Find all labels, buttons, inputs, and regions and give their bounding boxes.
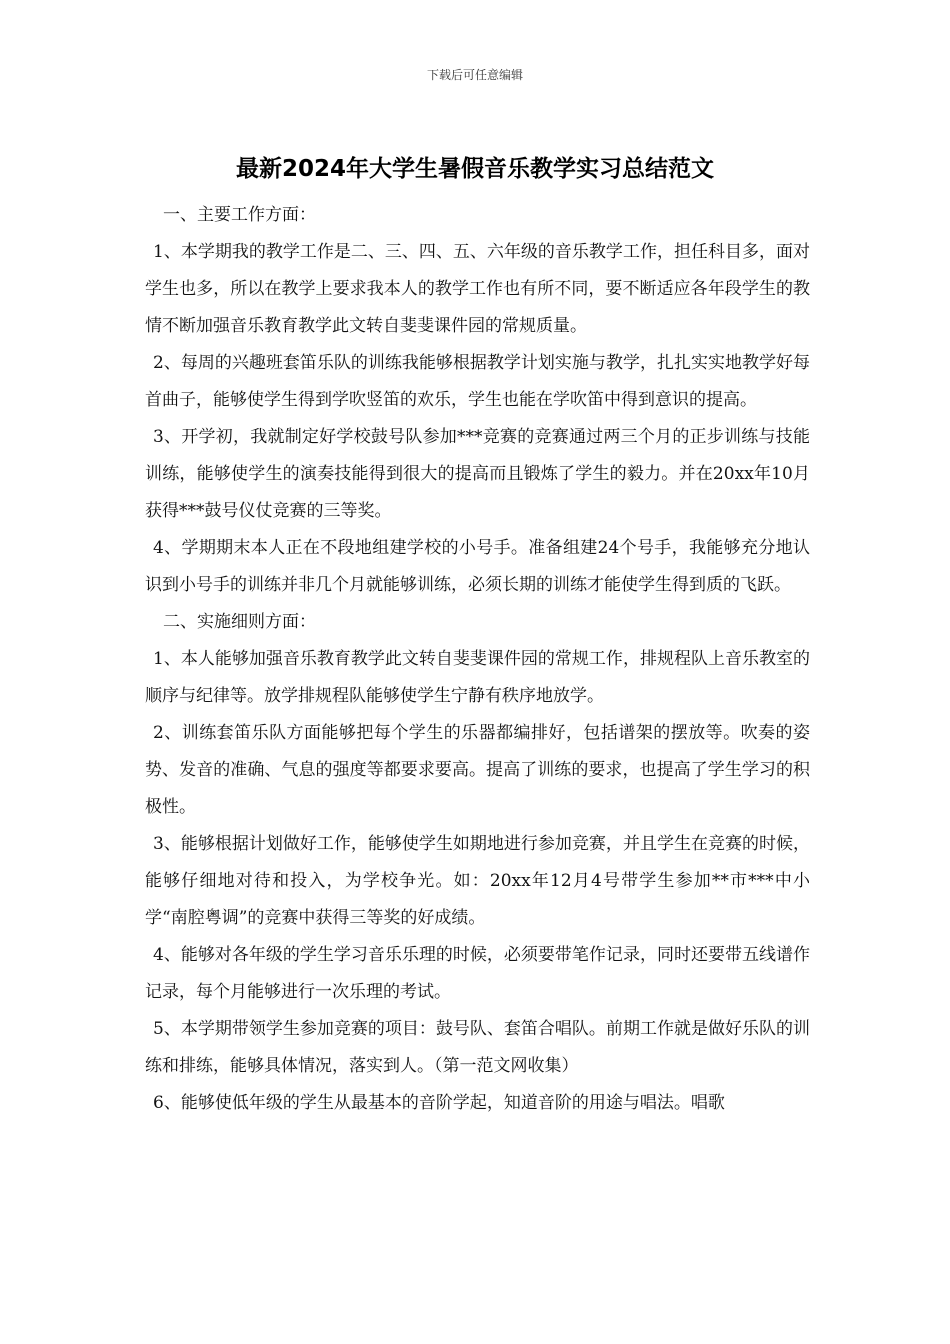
section-heading: 一、主要工作方面： bbox=[163, 205, 316, 225]
paragraph: 1、本人能够加强音乐教育教学此文转自斐斐课件园的常规工作，排规程队上音乐教室的顺序与纪律等。放学排规程队能够使学生宁静有秩序地放学。 bbox=[145, 649, 810, 706]
paragraph: 4、能够对各年级的学生学习音乐乐理的时候，必须要带笔作记录，同时还要带五线谱作记录，每个月能够进行一次乐理的考试。 bbox=[145, 945, 810, 1002]
paragraph: 1、本学期我的教学工作是二、三、四、五、六年级的音乐教学工作，担任科目多，面对学生也多，所以在教学上要求我本人的教学工作也有所不同，要不断适应各年段学生的教情不断加强音乐教育教学此文转自斐斐课件园的常规质量。 bbox=[145, 242, 810, 336]
document-title: 最新2024年大学生暑假音乐教学实习总结范文 bbox=[235, 156, 714, 182]
paragraph: 2、训练套笛乐队方面能够把每个学生的乐器都编排好，包括谱架的摆放等。吹奏的姿势、发音的准确、气息的强度等都要求要高。提高了训练的要求，也提高了学生学习的积极性。 bbox=[145, 723, 810, 817]
paragraph: 3、开学初，我就制定好学校鼓号队参加***竞赛的竞赛通过两三个月的正步训练与技能训练，能够使学生的演奏技能得到很大的提高而且锻炼了学生的毅力。并在20xx年10月获得***鼓号仪仗竞赛的三等奖。 bbox=[145, 427, 810, 521]
paragraph: 5、本学期带领学生参加竞赛的项目：鼓号队、套笛合唱队。前期工作就是做好乐队的训练和排练，能够具体情况，落实到人。（第一范文网收集） bbox=[145, 1019, 810, 1076]
section-heading: 二、实施细则方面： bbox=[163, 612, 316, 632]
paragraph: 4、学期期末本人正在不段地组建学校的小号手。准备组建24个号手，我能够充分地认识到小号手的训练并非几个月就能够训练，必须长期的训练才能使学生得到质的飞跃。 bbox=[145, 538, 810, 595]
paragraph: 6、能够使低年级的学生从最基本的音阶学起，知道音阶的用途与唱法。唱歌 bbox=[153, 1093, 725, 1113]
paragraph: 3、能够根据计划做好工作，能够使学生如期地进行参加竞赛，并且学生在竞赛的时候，能够仔细地对待和投入，为学校争光。如：20xx年12月4号带学生参加**市***中小学“南腔粤调”的竞赛中获得三等奖的好成绩。 bbox=[145, 834, 810, 928]
paragraph: 2、每周的兴趣班套笛乐队的训练我能够根据教学计划实施与教学，扎扎实实地教学好每首曲子，能够使学生得到学吹竖笛的欢乐，学生也能在学吹笛中得到意识的提高。 bbox=[145, 353, 810, 410]
page-header: 下载后可任意编辑 bbox=[426, 68, 523, 82]
document-body bbox=[145, 197, 810, 1122]
